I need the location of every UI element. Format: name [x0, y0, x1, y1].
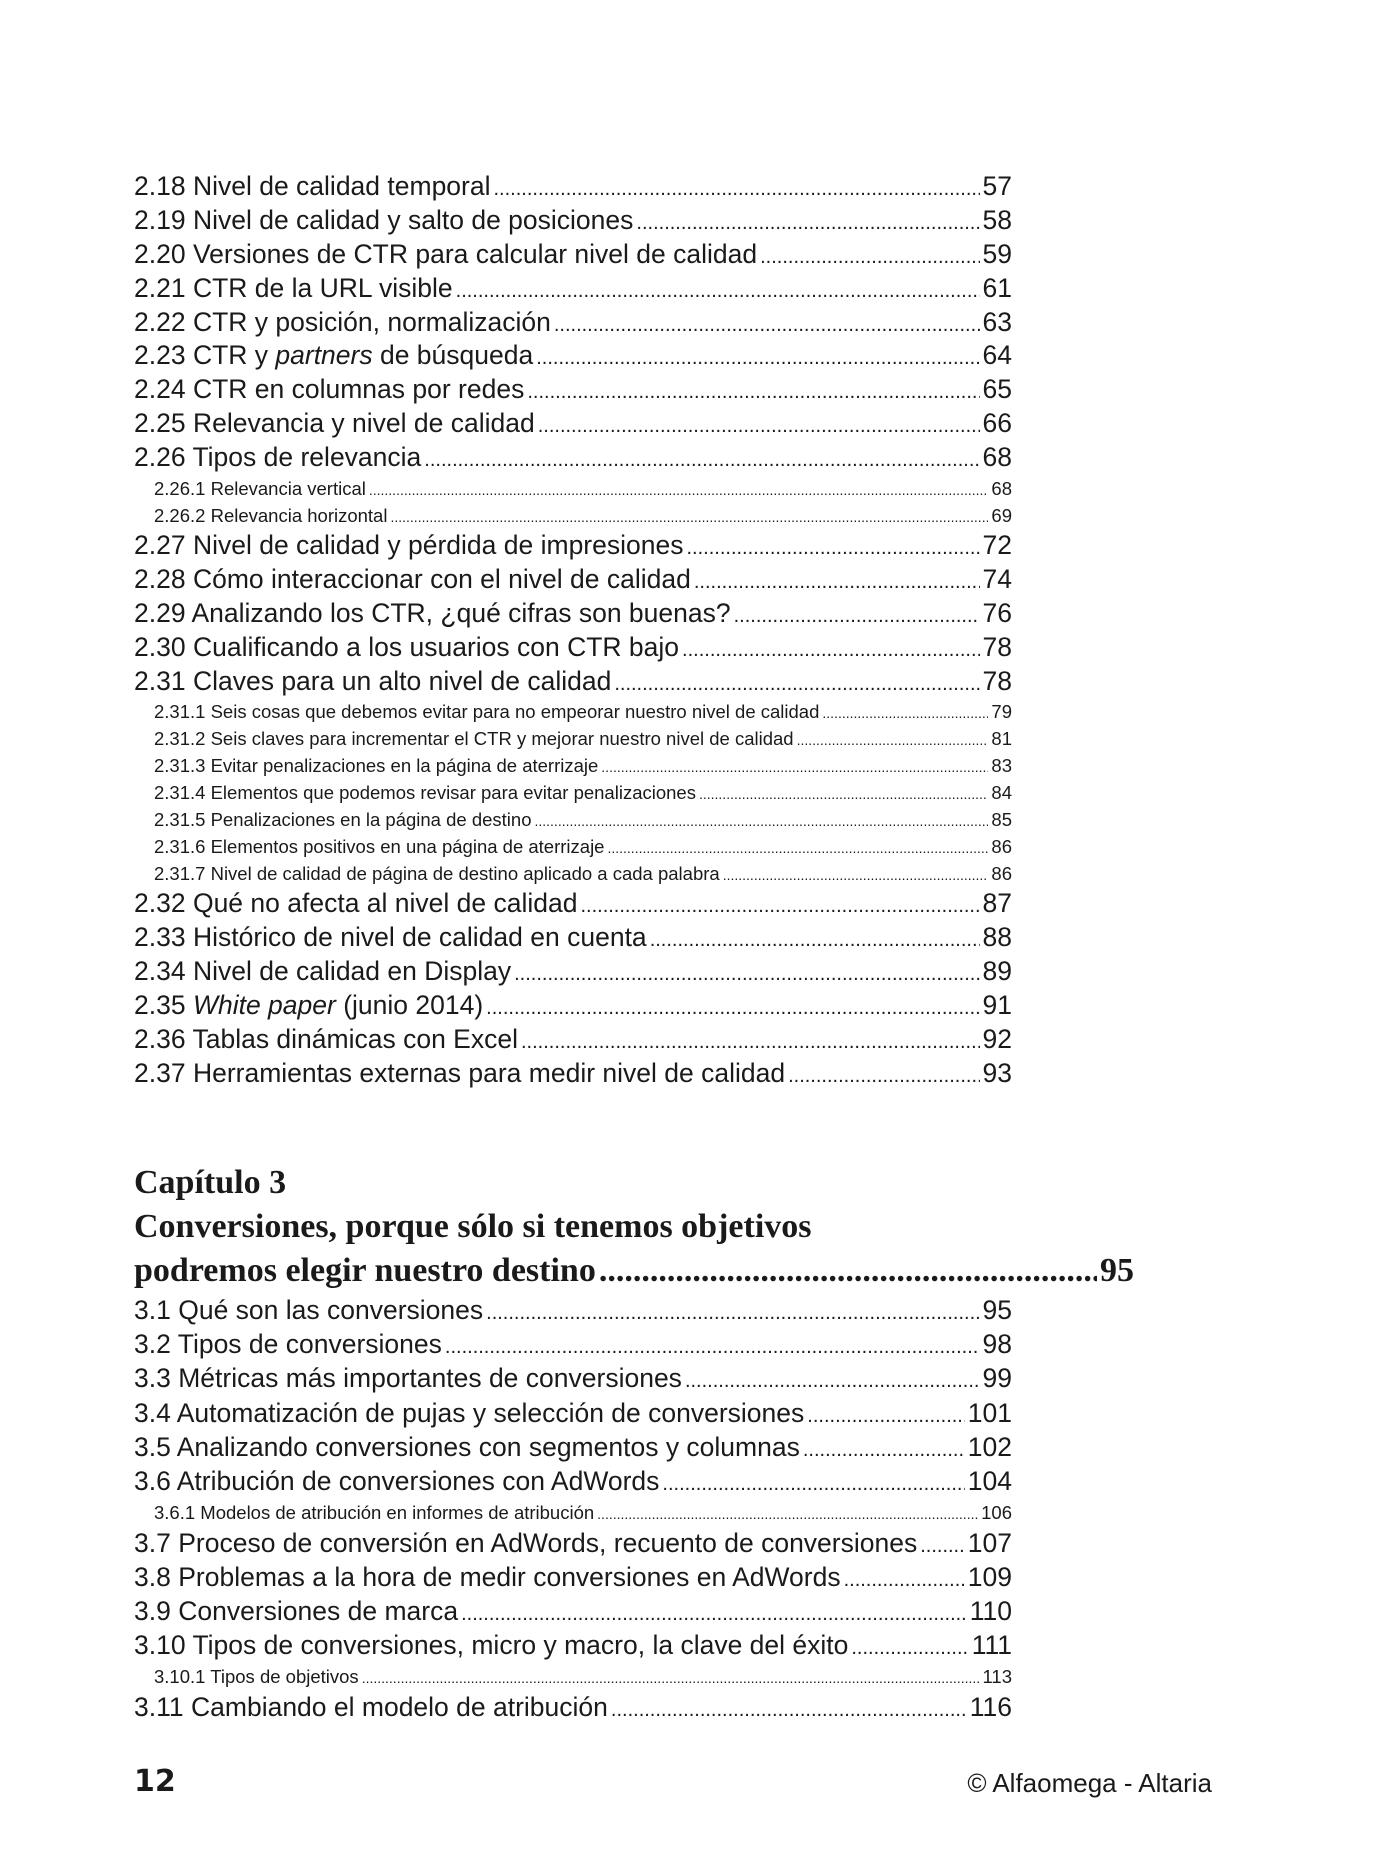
section-2-entries — [134, 170, 1012, 1091]
toc-entry-number: 2.31.7 — [154, 863, 206, 885]
toc-entry-title — [154, 833, 604, 860]
toc-entry-page: 78 — [982, 631, 1012, 662]
toc-entry-page: 74 — [982, 563, 1012, 594]
toc-entry-title-text: Tipos de conversiones, micro y macro, la clave del éxito — [192, 1630, 849, 1661]
dot-leader — [461, 1594, 967, 1631]
toc-entry — [134, 1464, 1012, 1498]
dot-leader — [527, 373, 979, 410]
toc-entry-page: 83 — [991, 755, 1012, 777]
toc-entry-page: 95 — [982, 1294, 1012, 1325]
toc-entry-number: 3.5 — [134, 1432, 171, 1462]
toc-entry-title-italic: partners — [275, 340, 373, 371]
dot-leader — [636, 204, 979, 241]
dot-leader — [521, 1023, 980, 1060]
toc-entry-number: 2.24 — [134, 374, 186, 405]
toc-entry-title — [134, 1594, 458, 1628]
dot-leader — [486, 1293, 979, 1330]
toc-entry-page: 101 — [967, 1397, 1012, 1428]
dot-leader — [797, 725, 989, 754]
toc-entry-page: 113 — [982, 1665, 1012, 1687]
toc-entry-title — [134, 1690, 608, 1724]
toc-entry-number: 2.19 — [134, 204, 186, 235]
toc-entry-title-text: CTR de la URL visible — [192, 272, 453, 303]
toc-entry-title — [134, 1464, 659, 1498]
section-3-entries — [134, 1293, 1012, 1724]
toc-subentry — [134, 752, 1012, 779]
dot-leader — [599, 1249, 1097, 1293]
toc-entry-title — [134, 1327, 442, 1361]
toc-entry-number: 3.4 — [134, 1397, 171, 1428]
copyright-notice: © Alfaomega - Altaria — [967, 1768, 1212, 1798]
toc-entry-page: 89 — [982, 956, 1012, 987]
toc-entry-number: 3.8 — [134, 1561, 171, 1592]
toc-entry-page: 92 — [982, 1024, 1012, 1055]
toc-entry-page: 93 — [982, 1057, 1012, 1088]
toc-entry — [134, 529, 1012, 563]
toc-entry-number: 2.35 — [134, 990, 186, 1021]
toc-entry-number: 3.10.1 — [154, 1665, 206, 1687]
toc-entry-page: 72 — [982, 530, 1012, 561]
toc-entry-number: 2.21 — [134, 272, 186, 303]
toc-entry-page: 99 — [982, 1363, 1012, 1394]
toc-entry-title — [134, 1023, 518, 1057]
toc-entry-number: 2.31.6 — [154, 836, 206, 858]
toc-entry-page: 109 — [967, 1561, 1012, 1592]
toc-entry-title — [134, 272, 453, 306]
toc-subentry — [134, 475, 1012, 502]
toc-entry-title-text: Nivel de calidad en Display — [192, 956, 512, 987]
toc-entry-title — [134, 373, 524, 407]
toc-entry-title — [134, 1057, 785, 1091]
toc-subentry — [134, 1663, 1012, 1690]
toc-subentry — [134, 502, 1012, 529]
toc-entry-title — [154, 1499, 594, 1526]
toc-entry-title-text: Tipos de conversiones — [177, 1329, 442, 1360]
toc-entry — [134, 170, 1012, 204]
toc-entry — [134, 1327, 1012, 1361]
toc-entry-title-text: Cualificando a los usuarios con CTR bajo — [192, 631, 680, 662]
toc-entry-number: 3.3 — [134, 1363, 171, 1394]
dot-leader — [424, 441, 979, 478]
dot-leader — [554, 306, 980, 343]
toc-entry-title-text: CTR y posición, normalización — [192, 306, 551, 337]
toc-entry-title — [134, 1628, 848, 1662]
toc-entry-number: 3.11 — [134, 1691, 184, 1722]
toc-entry-title-text: Evitar penalizaciones en la página de aterrizaje — [210, 755, 599, 777]
toc-entry-page: 102 — [967, 1432, 1012, 1462]
toc-entry-number: 2.26 — [134, 442, 186, 473]
toc-entry-title-text: de búsqueda — [372, 340, 534, 371]
toc-entry-page: 63 — [982, 306, 1012, 337]
toc-entry-title — [134, 1396, 804, 1430]
toc-subentry — [134, 833, 1012, 860]
table-of-contents — [134, 170, 1134, 1724]
toc-entry-title-text: Analizando los CTR, ¿qué cifras son buenas? — [191, 597, 731, 628]
toc-entry-page: 57 — [982, 171, 1012, 201]
toc-entry-title — [134, 597, 731, 631]
toc-entry-page: 116 — [969, 1691, 1012, 1722]
toc-entry-page: 106 — [981, 1501, 1012, 1523]
toc-entry-title-text: Seis cosas que debemos evitar para no empeorar nuestro nivel de calidad — [210, 701, 820, 723]
dot-leader — [788, 1057, 979, 1094]
toc-entry — [134, 373, 1012, 407]
toc-entry-number: 2.29 — [134, 597, 186, 628]
toc-entry-number: 2.33 — [134, 922, 186, 953]
toc-entry-title — [154, 779, 696, 806]
toc-entry-title — [134, 204, 633, 238]
toc-entry-title-text: CTR en columnas por redes — [192, 374, 525, 405]
dot-leader — [822, 698, 988, 727]
toc-entry-title — [134, 989, 483, 1023]
toc-entry-title — [134, 238, 757, 272]
toc-entry-title — [134, 1361, 682, 1395]
toc-entry-number: 3.9 — [134, 1596, 171, 1627]
chapter-3-heading — [134, 1161, 1134, 1293]
toc-entry-number: 2.37 — [134, 1057, 186, 1088]
toc-entry — [134, 272, 1012, 306]
toc-entry-number: 2.31.2 — [154, 728, 206, 750]
toc-entry-title-text: Tablas dinámicas con Excel — [192, 1024, 518, 1055]
toc-entry-page: 86 — [991, 863, 1012, 885]
dot-leader — [369, 475, 989, 504]
toc-entry-page: 88 — [982, 922, 1012, 953]
toc-entry — [134, 441, 1012, 475]
dot-leader — [597, 1499, 978, 1528]
toc-entry-title — [134, 170, 491, 204]
dot-leader — [682, 631, 979, 668]
toc-entry-number: 2.26.2 — [154, 505, 206, 527]
toc-entry-title-text: Nivel de calidad y salto de posiciones — [192, 204, 634, 235]
toc-entry-title — [154, 1663, 359, 1690]
toc-entry-title — [154, 475, 366, 502]
toc-entry-page: 61 — [982, 272, 1012, 303]
toc-entry-page: 81 — [991, 728, 1012, 750]
toc-entry-title-text: Tipos de objetivos — [210, 1665, 359, 1687]
toc-entry — [134, 887, 1012, 921]
toc-entry-page: 87 — [982, 888, 1012, 919]
page-number: 12 — [134, 1764, 176, 1799]
toc-entry-page: 98 — [982, 1329, 1012, 1360]
toc-entry-title-text: Claves para un alto nivel de calidad — [192, 665, 612, 696]
dot-leader — [803, 1430, 965, 1467]
toc-entry — [134, 921, 1012, 955]
toc-entry-number: 3.7 — [134, 1527, 171, 1558]
toc-entry — [134, 563, 1012, 597]
toc-entry-title — [134, 407, 535, 441]
chapter-title-line1: Conversiones, porque sólo si tenemos objetivos — [134, 1207, 812, 1245]
dot-leader — [536, 339, 979, 376]
toc-entry-page: 68 — [991, 478, 1012, 500]
toc-entry-title-text: Métricas más importantes de conversiones — [178, 1363, 682, 1394]
toc-entry — [134, 955, 1012, 989]
toc-entry-number: 2.31.5 — [154, 809, 206, 831]
toc-entry — [134, 1361, 1012, 1395]
toc-entry-title-text: Conversiones de marca — [178, 1596, 459, 1627]
toc-entry-number: 2.28 — [134, 563, 186, 594]
toc-entry-number: 2.25 — [134, 408, 186, 439]
toc-entry-page: 66 — [982, 408, 1012, 439]
toc-entry-number: 3.1 — [134, 1294, 171, 1325]
toc-entry-number: 2.20 — [134, 238, 186, 269]
dot-leader — [534, 806, 988, 835]
toc-entry — [134, 339, 1012, 373]
dot-leader — [844, 1560, 965, 1597]
toc-entry — [134, 1628, 1012, 1662]
toc-entry-number: 2.26.1 — [154, 478, 206, 500]
toc-entry-page: 84 — [991, 782, 1012, 804]
dot-leader — [650, 921, 980, 958]
toc-entry-title — [154, 860, 720, 887]
toc-subentry — [134, 725, 1012, 752]
toc-entry-number: 2.23 — [134, 340, 186, 371]
toc-entry-title-text: Relevancia y nivel de calidad — [192, 408, 535, 439]
toc-entry-title-text: Nivel de calidad temporal — [192, 171, 491, 201]
toc-entry — [134, 665, 1012, 699]
toc-entry-title — [134, 955, 511, 989]
chapter-page-number: 95 — [1100, 1251, 1134, 1289]
toc-entry-title-text: Herramientas externas para medir nivel de calidad — [192, 1057, 786, 1088]
toc-entry-title — [134, 529, 683, 563]
dot-leader — [760, 238, 979, 275]
toc-entry-title — [154, 698, 819, 725]
toc-entry-page: 58 — [982, 204, 1012, 235]
toc-entry-title — [134, 1293, 483, 1327]
dot-leader — [538, 407, 980, 444]
toc-entry-title — [134, 1526, 917, 1560]
toc-entry — [134, 306, 1012, 340]
toc-entry-number: 2.22 — [134, 306, 186, 337]
toc-entry-number: 2.31.1 — [154, 701, 206, 723]
toc-entry-number: 3.6 — [134, 1466, 171, 1497]
dot-leader — [486, 989, 979, 1026]
toc-entry-title-text: Cómo interaccionar con el nivel de calidad — [192, 563, 691, 594]
toc-entry-page: 110 — [969, 1596, 1012, 1627]
dot-leader — [662, 1464, 964, 1501]
dot-leader — [699, 779, 988, 808]
toc-entry-title-text: Nivel de calidad de página de destino aplicado a cada palabra — [210, 863, 720, 885]
toc-entry-title — [154, 725, 794, 752]
toc-entry-number: 2.31.4 — [154, 782, 206, 804]
toc-subentry — [134, 779, 1012, 806]
dot-leader — [694, 563, 980, 600]
dot-leader — [607, 833, 988, 862]
toc-entry-page: 65 — [982, 374, 1012, 405]
toc-entry-number: 2.32 — [134, 888, 186, 919]
toc-entry-title-text: Seis claves para incrementar el CTR y mejorar nuestro nivel de calidad — [210, 728, 794, 750]
toc-entry-title-text: Elementos positivos en una página de aterrizaje — [210, 836, 605, 858]
dot-leader — [734, 597, 980, 634]
toc-entry-title-text: Penalizaciones en la página de destino — [210, 809, 532, 831]
toc-entry-title — [134, 665, 611, 699]
toc-entry — [134, 631, 1012, 665]
toc-entry-page: 85 — [991, 809, 1012, 831]
toc-entry — [134, 1594, 1012, 1628]
toc-entry — [134, 1293, 1012, 1327]
toc-entry-title-text: Atribución de conversiones con AdWords — [176, 1466, 660, 1497]
toc-entry — [134, 238, 1012, 272]
toc-entry-number: 2.31 — [134, 665, 186, 696]
toc-entry-page: 78 — [982, 665, 1012, 696]
toc-entry-title-text: Versiones de CTR para calcular nivel de calidad — [192, 238, 758, 269]
dot-leader — [445, 1327, 980, 1364]
toc-entry-title-text: Qué son las conversiones — [178, 1294, 484, 1325]
toc-entry-page: 91 — [982, 990, 1012, 1021]
toc-entry-title-italic: White paper — [192, 990, 336, 1021]
toc-subentry — [134, 806, 1012, 833]
dot-leader — [514, 955, 979, 992]
toc-entry-title — [134, 441, 421, 475]
toc-subentry — [134, 1499, 1012, 1526]
dot-leader — [494, 170, 980, 207]
toc-entry-page: 76 — [982, 597, 1012, 628]
chapter-title-line2: podremos elegir nuestro destino — [134, 1251, 596, 1289]
dot-leader — [362, 1663, 980, 1692]
toc-entry-title-text: Problemas a la hora de medir conversiones en AdWords — [178, 1561, 841, 1592]
toc-entry-title-text: Relevancia vertical — [210, 478, 366, 500]
toc-entry-title — [134, 306, 551, 340]
toc-entry-title-text: Proceso de conversión en AdWords, recuento de conversiones — [178, 1527, 918, 1558]
toc-subentry — [134, 698, 1012, 725]
toc-entry — [134, 1023, 1012, 1057]
toc-entry-page: 64 — [982, 340, 1012, 371]
toc-entry-title-text: Cambiando el modelo de atribución — [191, 1691, 608, 1722]
toc-entry-number: 2.18 — [134, 171, 186, 201]
toc-entry-title — [134, 1560, 841, 1594]
dot-leader — [807, 1396, 965, 1433]
toc-entry-page: 111 — [971, 1630, 1012, 1661]
toc-entry-number: 2.30 — [134, 631, 186, 662]
toc-entry-title — [134, 1430, 800, 1464]
toc-entry-number: 2.36 — [134, 1024, 186, 1055]
toc-entry-title-text: Automatización de pujas y selección de conversiones — [176, 1397, 805, 1428]
toc-entry-title-text: Qué no afecta al nivel de calidad — [192, 888, 578, 919]
toc-entry-page: 104 — [967, 1466, 1012, 1497]
toc-entry-number: 2.34 — [134, 956, 186, 987]
toc-entry — [134, 204, 1012, 238]
toc-entry-title-text: Elementos que podemos revisar para evitar penalizaciones — [210, 782, 696, 804]
toc-entry-page: 59 — [982, 238, 1012, 269]
toc-entry-title-text: CTR y — [192, 340, 276, 371]
toc-entry-number: 3.2 — [134, 1329, 171, 1360]
toc-entry-title-text: Analizando conversiones con segmentos y columnas — [176, 1432, 800, 1462]
toc-entry-number: 3.10 — [134, 1630, 186, 1661]
toc-entry — [134, 597, 1012, 631]
dot-leader — [851, 1628, 968, 1665]
toc-entry — [134, 1396, 1012, 1430]
toc-entry — [134, 1560, 1012, 1594]
toc-entry-title — [134, 887, 577, 921]
toc-entry — [134, 407, 1012, 441]
dot-leader — [601, 752, 988, 781]
toc-entry-title — [134, 921, 647, 955]
dot-leader — [614, 665, 979, 702]
toc-entry-title — [134, 563, 691, 597]
toc-entry — [134, 1690, 1012, 1724]
toc-entry-title — [154, 752, 598, 779]
toc-entry-title-text: Nivel de calidad y pérdida de impresiones — [192, 530, 684, 561]
toc-entry-page: 69 — [991, 505, 1012, 527]
toc-entry-page: 107 — [967, 1527, 1012, 1558]
toc-entry-number: 2.31.3 — [154, 755, 206, 777]
dot-leader — [685, 1361, 980, 1398]
dot-leader — [611, 1690, 967, 1727]
toc-subentry — [134, 860, 1012, 887]
toc-entry-page: 86 — [991, 836, 1012, 858]
toc-entry — [134, 1430, 1012, 1464]
toc-entry-number: 3.6.1 — [154, 1501, 196, 1523]
dot-leader — [920, 1526, 965, 1563]
chapter-title-line2-row — [134, 1249, 1134, 1293]
dot-leader — [723, 860, 989, 889]
dot-leader — [456, 272, 980, 309]
toc-entry-title — [154, 502, 387, 529]
dot-leader — [390, 502, 988, 531]
toc-entry-page: 79 — [991, 701, 1012, 723]
toc-entry-title — [154, 806, 531, 833]
toc-entry-title — [134, 631, 679, 665]
toc-entry — [134, 1526, 1012, 1560]
toc-entry-title-text: Relevancia horizontal — [210, 505, 388, 527]
toc-entry-title-text: Tipos de relevancia — [192, 442, 422, 473]
toc-entry-number: 2.27 — [134, 530, 186, 561]
toc-entry-title-text: (junio 2014) — [335, 990, 484, 1021]
dot-leader — [580, 887, 979, 924]
chapter-label: Capítulo 3 — [134, 1163, 287, 1201]
toc-entry-page: 68 — [982, 442, 1012, 473]
toc-entry-title-text: Histórico de nivel de calidad en cuenta — [192, 922, 647, 953]
toc-entry-title — [134, 339, 533, 373]
toc-entry — [134, 1057, 1012, 1091]
dot-leader — [686, 529, 979, 566]
toc-entry-title-text: Modelos de atribución en informes de atribución — [200, 1501, 595, 1523]
toc-entry — [134, 989, 1012, 1023]
